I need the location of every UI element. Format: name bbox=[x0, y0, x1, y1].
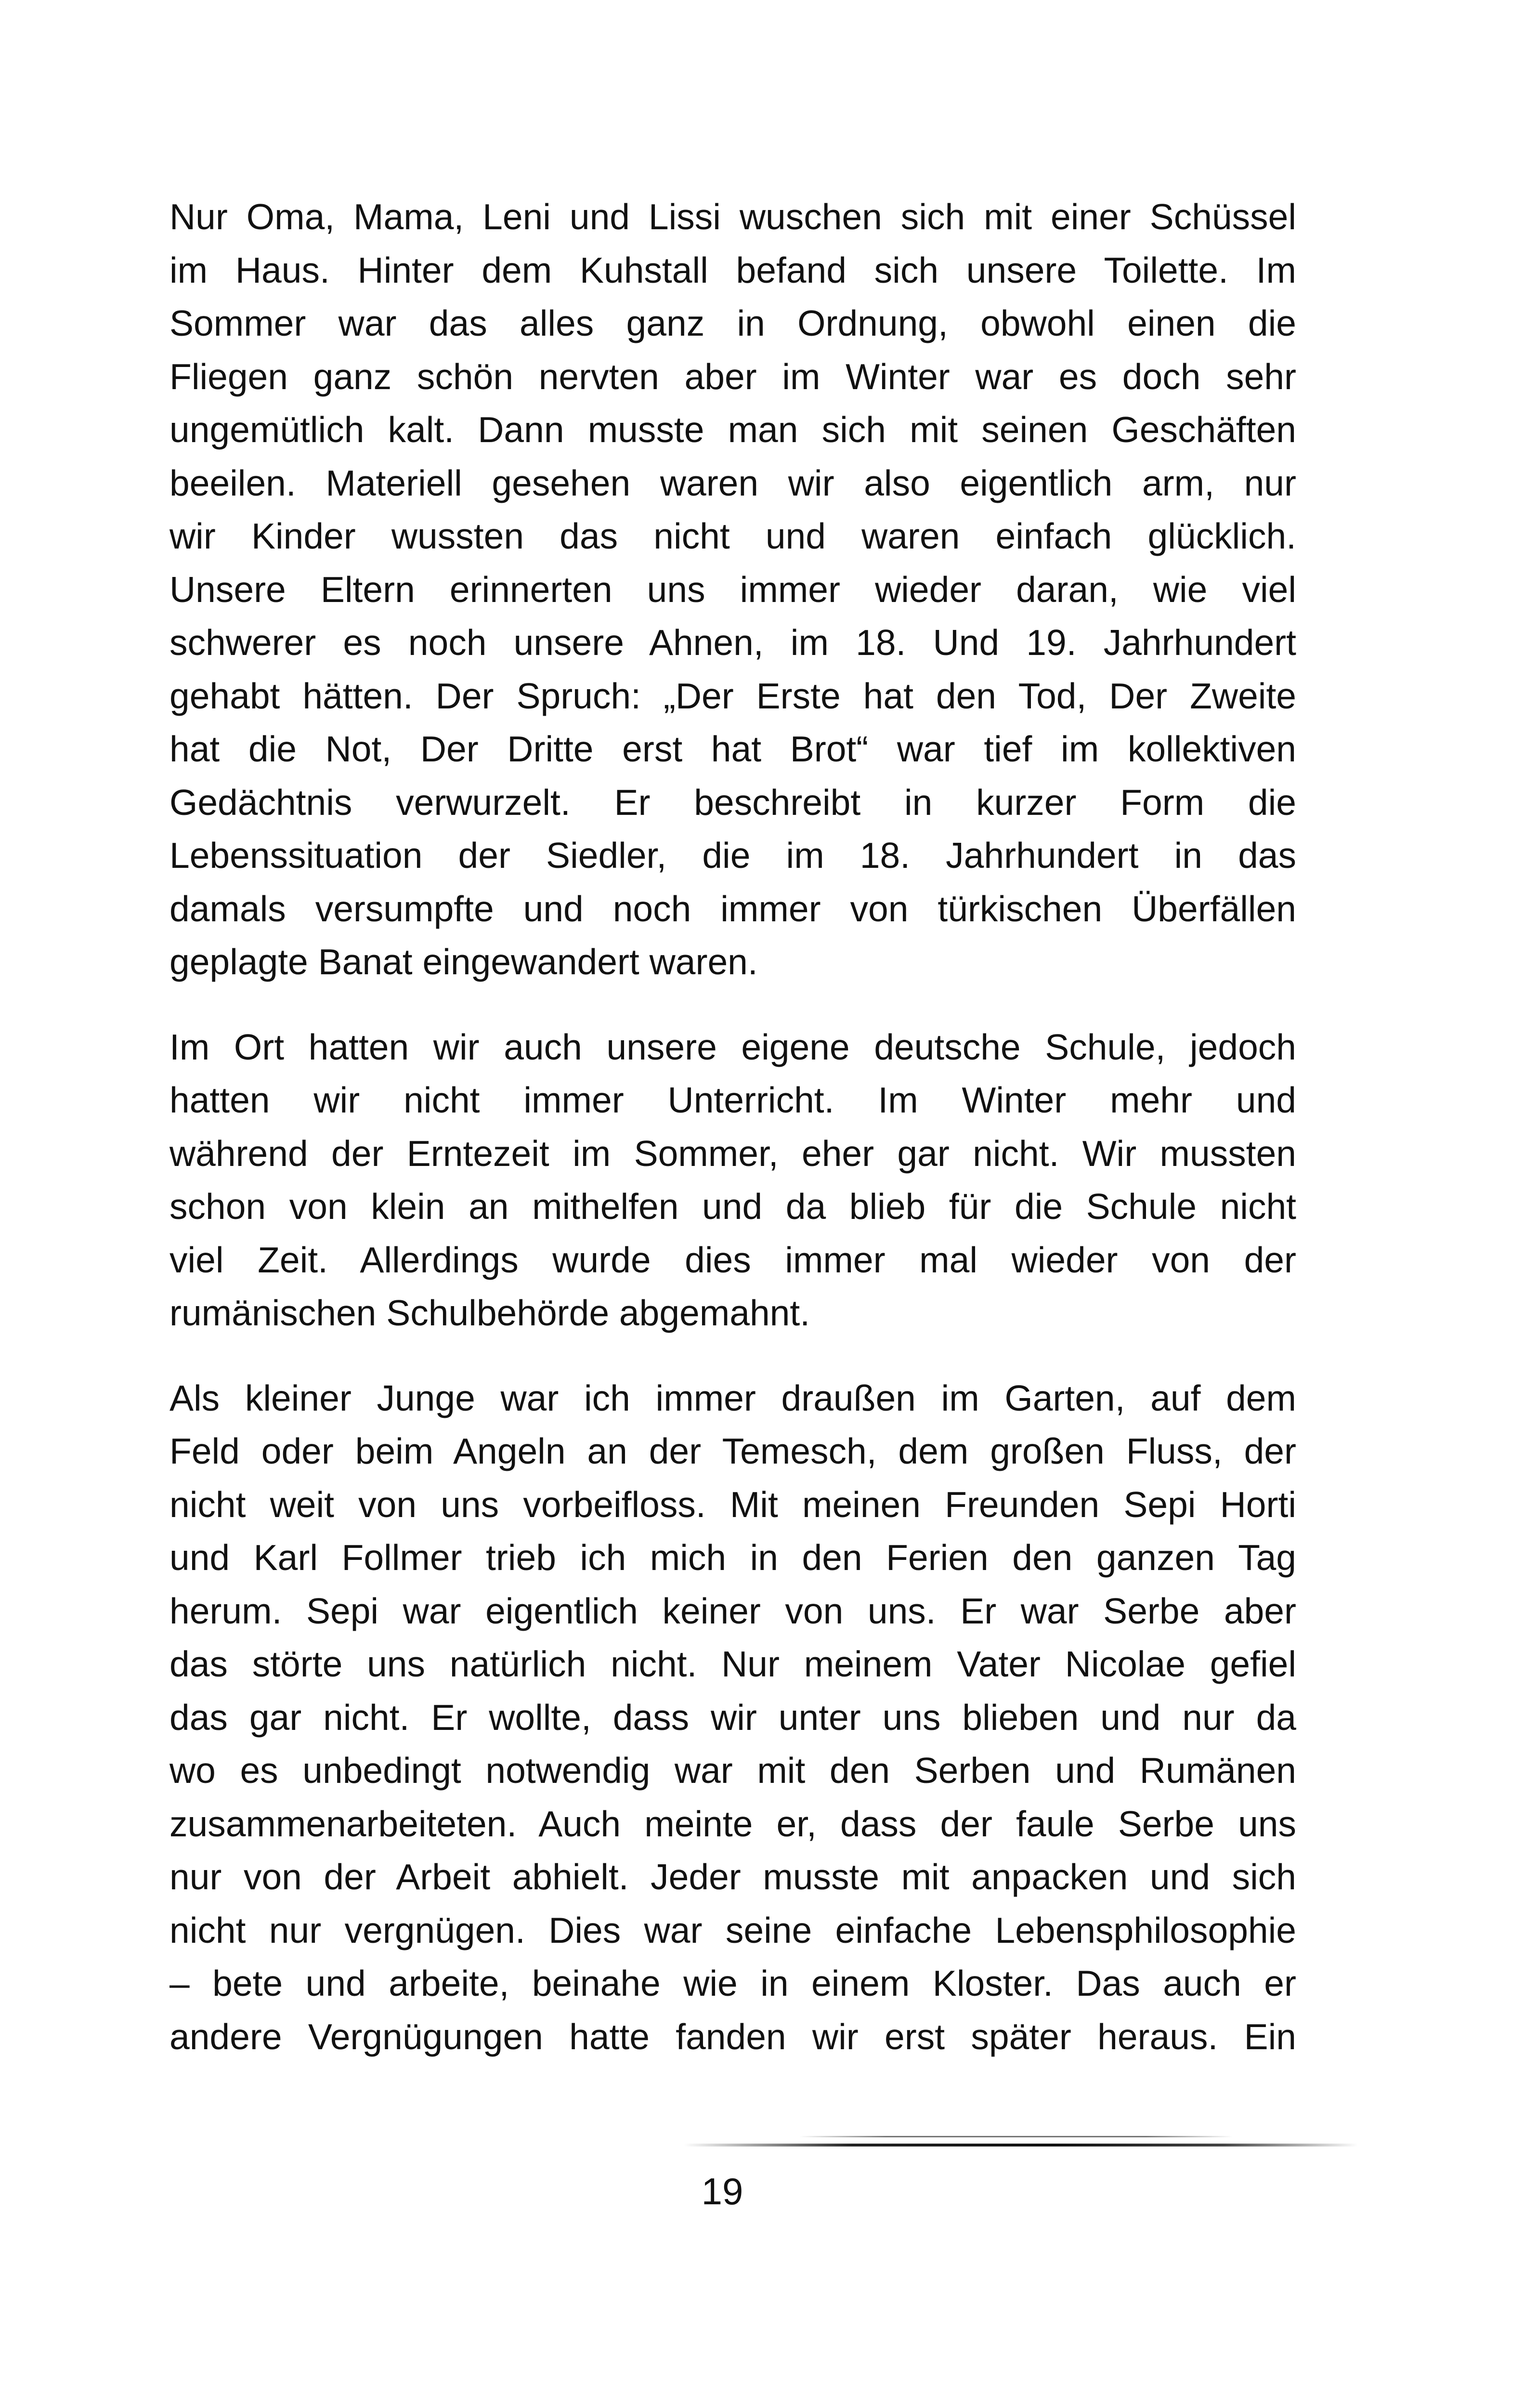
text-line: hat die Not, Der Dritte erst hat Brot“ war tief im kollektiven bbox=[169, 729, 1296, 769]
text-line: Unsere Eltern erinnerten uns immer wieder daran, wie viel bbox=[169, 569, 1296, 610]
paragraph bbox=[169, 1372, 1296, 2064]
text-line: gehabt hätten. Der Spruch: „Der Erste hat den Tod, Der Zweite bbox=[169, 675, 1296, 716]
text-line: nur von der Arbeit abhielt. Jeder musste mit anpacken und sich bbox=[169, 1857, 1296, 1897]
text-line: – bete und arbeite, beinahe wie in einem Kloster. Das auch er bbox=[169, 1963, 1296, 2003]
text-line: Sommer war das alles ganz in Ordnung, obwohl einen die bbox=[169, 303, 1296, 343]
text-line: schon von klein an mithelfen und da blieb für die Schule nicht bbox=[169, 1186, 1296, 1227]
text-line: zusammenarbeiteten. Auch meinte er, dass der faule Serbe uns bbox=[169, 1803, 1296, 1844]
page-number: 19 bbox=[701, 2170, 743, 2212]
text-line: während der Erntezeit im Sommer, eher gar nicht. Wir mussten bbox=[169, 1133, 1296, 1174]
text-line: Gedächtnis verwurzelt. Er beschreibt in kurzer Form die bbox=[169, 782, 1296, 823]
text-line: damals versumpfte und noch immer von türkischen Überfällen bbox=[169, 888, 1296, 929]
text-line: im Haus. Hinter dem Kuhstall befand sich unsere Toilette. Im bbox=[169, 249, 1296, 290]
text-line: Fliegen ganz schön nervten aber im Winter war es doch sehr bbox=[169, 356, 1296, 397]
text-line: wir Kinder wussten das nicht und waren einfach glücklich. bbox=[169, 516, 1296, 556]
text-line: rumänischen Schulbehörde abgemahnt. bbox=[169, 1293, 810, 1333]
text-line: herum. Sepi war eigentlich keiner von uns. Er war Serbe aber bbox=[169, 1590, 1296, 1631]
text-line: geplagte Banat eingewandert waren. bbox=[169, 942, 758, 982]
text-line: Lebenssituation der Siedler, die im 18. Jahrhundert in das bbox=[169, 835, 1296, 876]
paragraph bbox=[169, 190, 1296, 989]
body-text bbox=[169, 190, 1296, 2095]
text-line: ungemütlich kalt. Dann musste man sich mit seinen Geschäften bbox=[169, 409, 1296, 450]
text-line: das gar nicht. Er wollte, dass wir unter uns blieben und nur da bbox=[169, 1697, 1296, 1738]
text-line: das störte uns natürlich nicht. Nur meinem Vater Nicolae gefiel bbox=[169, 1644, 1296, 1684]
text-line: wo es unbedingt notwendig war mit den Serben und Rumänen bbox=[169, 1750, 1296, 1791]
text-line: und Karl Follmer trieb ich mich in den Ferien den ganzen Tag bbox=[169, 1537, 1296, 1578]
text-line: Im Ort hatten wir auch unsere eigene deutsche Schule, jedoch bbox=[169, 1026, 1296, 1067]
paragraph bbox=[169, 1021, 1296, 1340]
text-line: beeilen. Materiell gesehen waren wir also eigentlich arm, nur bbox=[169, 462, 1296, 503]
text-line: hatten wir nicht immer Unterricht. Im Winter mehr und bbox=[169, 1080, 1296, 1120]
text-line: Nur Oma, Mama, Leni und Lissi wuschen sich mit einer Schüssel bbox=[169, 196, 1296, 237]
text-line: nicht weit von uns vorbeifloss. Mit meinen Freunden Sepi Horti bbox=[169, 1484, 1296, 1525]
text-line: nicht nur vergnügen. Dies war seine einfache Lebensphilosophie bbox=[169, 1910, 1296, 1950]
footer-ornament-line-thick bbox=[684, 2144, 1358, 2146]
text-line: Feld oder beim Angeln an der Temesch, dem großen Fluss, der bbox=[169, 1431, 1296, 1471]
text-line: andere Vergnügungen hatte fanden wir erst später heraus. Ein bbox=[169, 2016, 1296, 2057]
footer-ornament-line-thin bbox=[799, 2136, 1233, 2137]
text-line: schwerer es noch unsere Ahnen, im 18. Und 19. Jahrhundert bbox=[169, 622, 1296, 663]
text-line: viel Zeit. Allerdings wurde dies immer mal wieder von der bbox=[169, 1239, 1296, 1280]
text-line: Als kleiner Junge war ich immer draußen im Garten, auf dem bbox=[169, 1377, 1296, 1418]
